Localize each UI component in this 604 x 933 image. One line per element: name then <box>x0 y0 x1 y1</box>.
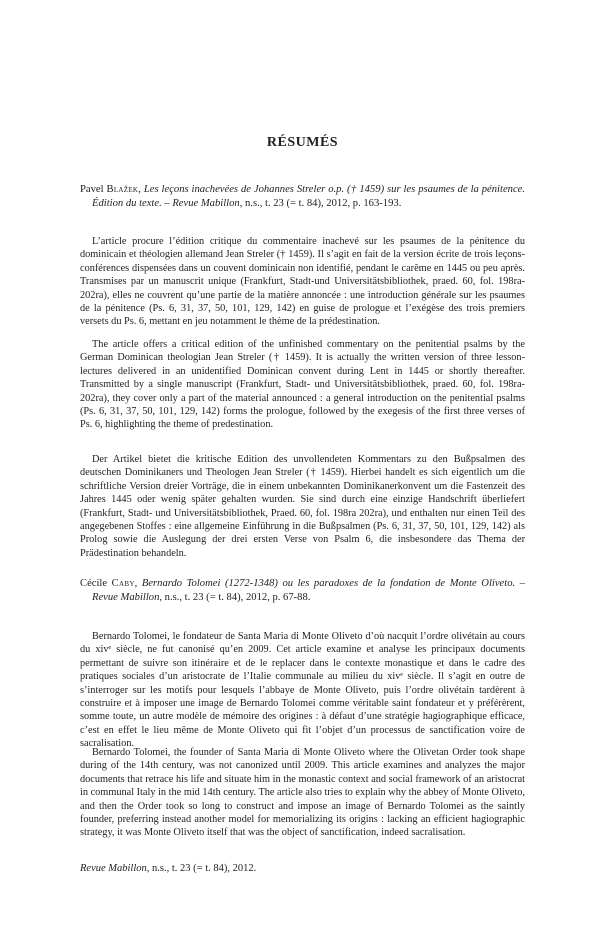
abstract-en <box>80 338 525 432</box>
footer-journal: Revue Mabillon <box>80 863 147 874</box>
author-first: Cécile <box>80 578 108 589</box>
abstract-en <box>80 746 525 840</box>
entry-heading: Pavel Blažek, Les leçons inachevées de Johannes Streler o.p. († 1459) sur les psaumes de la pénitence. Édition du texte. – Revue Mabillon, n.s., t. 23 (= t. 84), 2012, p. 163-193. <box>80 184 525 209</box>
page-title: RÉSUMÉS <box>266 135 339 150</box>
entry-heading: Cécile Caby, Bernardo Tolomei (1272-1348) ou les paradoxes de la fondation de Monte Oliveto. – Revue Mabillon, n.s., t. 23 (= t. 84), 2012, p. 67-88. <box>80 578 525 603</box>
abstract-fr <box>80 235 525 329</box>
footer-citation: , n.s., t. 23 (= t. 84), 2012. <box>146 863 257 874</box>
abstract-fr <box>80 630 525 751</box>
abstract-paragraph: Bernardo Tolomei, the founder of Santa Maria di Monte Oliveto where the Olivetan Order took shape during of the 14th century, was not canonized until 2009. This article examines and analyzes the major documents that retrace his life and situate him in the monastic context and social framework of an aristocrat in communal Italy in the mid 14th century. The article also tries to explain why the abbey of Monte Oliveto, and then the Order took so long to construct and impose an image of Bernardo Tolomei as the saintly founder, preferring instead another model for memorializing its origins : lacking an efficient hagiographic strategy, it was Monte Oliveto itself that was the object of sanctification, indeed sacralisation. <box>80 747 525 839</box>
author-last: Blažek <box>106 184 139 195</box>
article-title: Les leçons inachevées de Johannes Streler o.p. († 1459) sur les psaumes de la pénitence. Édition du texte. <box>92 184 525 209</box>
journal-name: Revue Mabillon <box>92 592 160 603</box>
abstract-paragraph: Der Artikel bietet die kritische Edition des unvollendeten Kommentars zu den Bußpsalmen des deutschen Dominikaners und Theologen Jean Streler († 1459). Hierbei handelt es sich eigentlich um die schriftliche Version dreier Vorträge, die in einem unbekannten Dominikanerkonvent um die Fastenzeit des Jahres 1445 oder wenig später gehalten wurden. Sie sind durch eine einzige Handschrift überliefert (Frankfurt, Stadt- und Universitätsbibliothek, Praed. 60, fol. 198ra 202ra), und enthalten nur einen Teil des angegebenen Stoffes : eine allgemeine Einführung in die Bußpsalmen (Ps. 6, 31, 37, 50, 101, 129, 142) als Prolog sowie die Auslegung der drei ersten Verse von Psalm 6, die insbesondere das Thema der Prädestination behandeln. <box>80 454 525 559</box>
citation: , n.s., t. 23 (= t. 84), 2012, p. 67-88. <box>159 592 311 603</box>
journal-name: Revue Mabillon <box>172 198 240 209</box>
abstract-de <box>80 453 525 560</box>
resume-entry <box>80 183 525 211</box>
citation: , n.s., t. 23 (= t. 84), 2012, p. 163-193. <box>239 198 402 209</box>
page-footer <box>80 862 525 876</box>
article-title: Bernardo Tolomei (1272-1348) ou les paradoxes de la fondation de Monte Oliveto. <box>141 578 516 589</box>
abstract-paragraph: The article offers a critical edition of the unfinished commentary on the penitential psalms by the German Dominican theologian Jean Streler († 1459). It is actually the written version of three lesson-lectures delivered in an unidentified Dominican convent during Lent in 1445 or shortly thereafter. Transmitted by a single manuscript (Frankfurt, Stadt- und Universitätsbibliothek, praed. 60, fol. 198ra-202ra), they cover only a part of the material announced : a general introduction on the penitential psalms (Ps. 6, 31, 37, 50, 101, 129, 142) forms the prologue, followed by the exegesis of the first three verses of Ps. 6, highlighting the theme of predestination. <box>80 339 525 431</box>
author-first: Pavel <box>80 184 104 195</box>
abstract-paragraph: Bernardo Tolomei, le fondateur de Santa Maria di Monte Oliveto d’où nacquit l’ordre olivétain au cours du xivᵉ siècle, ne fut canonisé qu’en 2009. Cet article examine et analyse les principaux documents permettant de suivre son itinéraire et de le replacer dans le contexte monastique et dans le cadre des pratiques sociales d’un aristocrate de l’Italie communale au milieu du xivᵉ siècle. Il s’agit en outre de s’interroger sur les motifs pour lesquels l’abbaye de Monte Oliveto, puis l’ordre olivétain tardèrent à construire et à imposer une image de Bernardo Tolomei comme véritable saint fondateur et y préférèrent, somme toute, un autre modèle de mémoire des origines : à défaut d’une stratégie hagiographique efficace, c’est en effet le lieu même de Monte Oliveto qui fit l’objet d’un processus de sanctification voire de sacralisation. <box>80 631 525 750</box>
author-last: Caby <box>111 578 135 589</box>
resume-entry <box>80 577 525 605</box>
abstract-paragraph: L’article procure l’édition critique du commentaire inachevé sur les psaumes de la pénitence du dominicain et théologien allemand Jean Streler († 1459). Il s’agit en fait de la version écrite de trois leçons-conférences dispensées dans un couvent dominicain non identifié, pendant le carême en 1445 ou peu après. Transmises par un manuscrit unique (Frankfurt, Stadt-und Universitätsbibliothek, praed. 60, fol. 198ra-202ra), elles ne couvrent qu’une partie de la matière annoncée : une introduction générale sur les psaumes de la pénitence (Ps. 6, 31, 37, 50, 101, 129, 142) en guise de prologue et l’exégèse des trois premiers versets du Ps. 6, mettant en jeu notamment le thème de la prédestination. <box>80 236 525 328</box>
